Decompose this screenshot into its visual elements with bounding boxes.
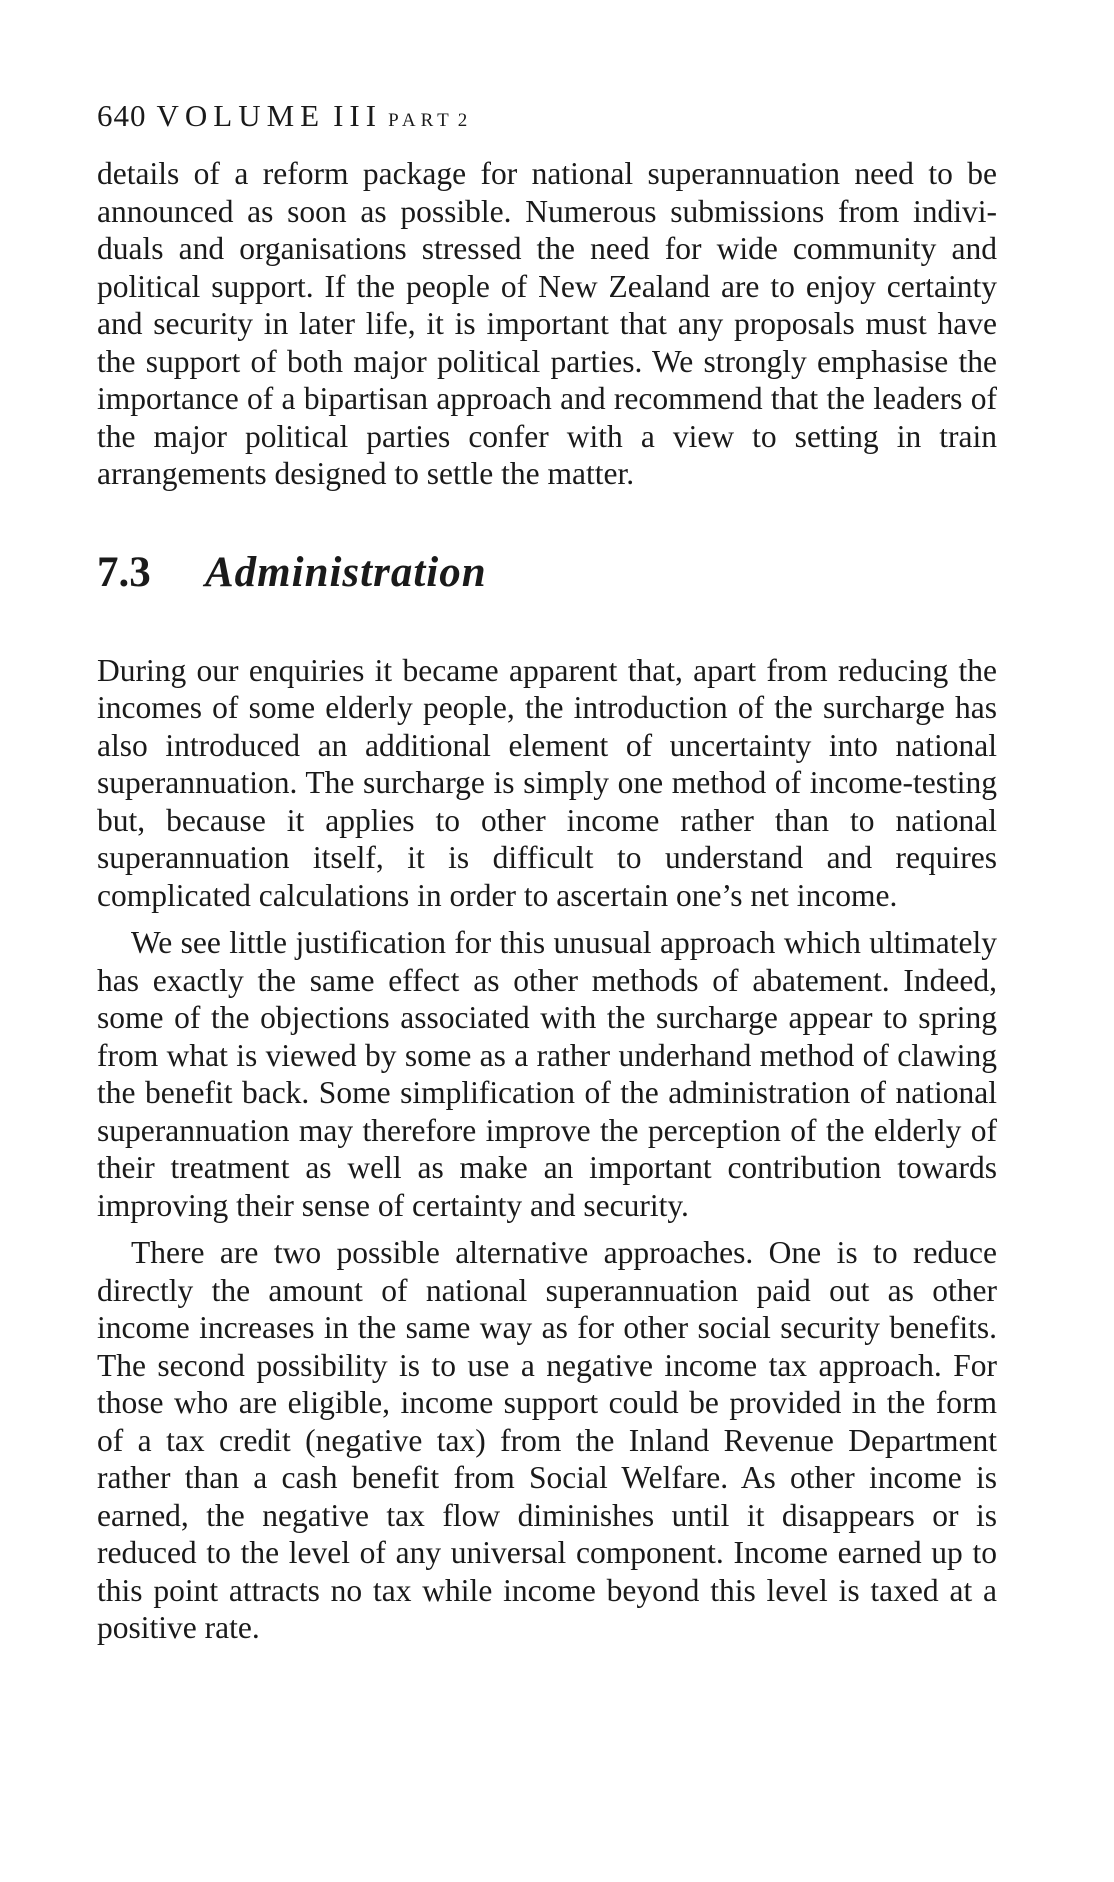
book-page [97, 100, 997, 1647]
paragraph-alternative-approaches: There are two possible alternative approaches. One is to reduce directly the amount of national superannuation paid out as other income increases in the same way as for other social security benefits. The second possibility is to use a negative income tax approach. For those who are eligible, income support could be provided in the form of a tax credit (negative tax) from the Inland Revenue Department rather than a cash benefit from Social Welfare. As other income is earned, the negative tax flow diminishes until it disappears or is reduced to the level of any universal component. Income earned up to this point attracts no tax while income beyond this level is taxed at a positive rate. [97, 1235, 997, 1645]
section-title: Administration [205, 548, 487, 596]
paragraph-continued: details of a reform package for national superannuation need to be announced as soon as possible. Numerous submissions from individuals and organisations stressed the need for wide community and political support. If the people of New Zealand are to enjoy certainty and security in later life, it is important that any proposals must have the support of both major political parties. We strongly emphasise the importance of a bipartisan approach and recommend that the leaders of the major political parties confer with a view to setting in train arrangements designed to settle the matter. [97, 156, 997, 491]
page-number: 640 [97, 98, 147, 133]
volume-number: III [333, 98, 383, 133]
part-label: PART [388, 110, 454, 131]
section-heading [97, 548, 997, 596]
volume-label: VOLUME [156, 98, 326, 133]
running-head [97, 100, 997, 131]
part-number: 2 [457, 110, 469, 131]
paragraph-surcharge-uncertainty: During our enquiries it became apparent that, apart from reducing the incomes of some elderly people, the introduction of the surcharge has also introduced an additional element of uncertainty into national superannuation. The surcharge is simply one method of income-testing but, because it applies to other income rather than to national superannuation itself, it is difficult to understand and requires complicated calculations in order to ascertain one’s net income. [97, 652, 997, 913]
section-number: 7.3 [97, 548, 151, 596]
paragraph-justification: We see little justification for this unusual approach which ultimately has exactly the same effect as other methods of abatement. Indeed, some of the objections associated with the surcharge appear to spring from what is viewed by some as a rather underhand method of clawing the benefit back. Some simplification of the administration of national superannuation may therefore improve the perception of the elderly of their treatment as well as make an important contribution towards improving their sense of certainty and security. [97, 925, 997, 1223]
